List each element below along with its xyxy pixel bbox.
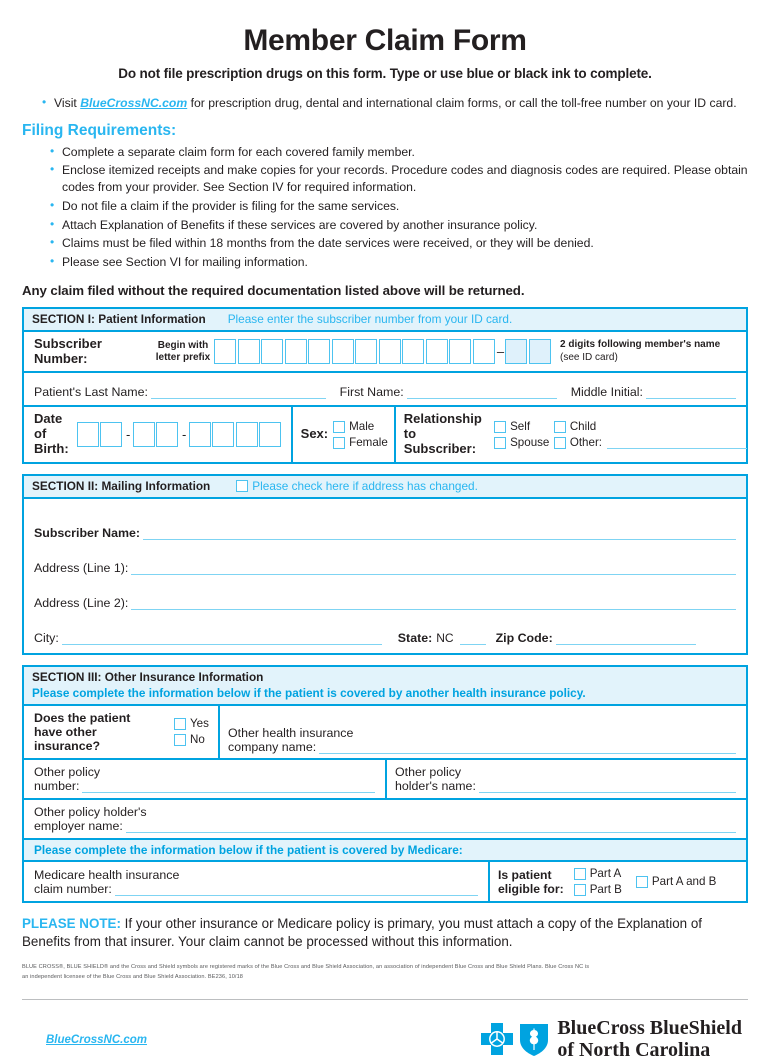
- dob-dash-1: -: [125, 427, 131, 443]
- relationship-option-other-label: Other:: [569, 436, 603, 450]
- list-item: • Complete a separate claim form for each covered family member.: [50, 144, 748, 161]
- checkbox-icon[interactable]: [554, 421, 566, 433]
- subscriber-char-4[interactable]: [285, 339, 307, 364]
- dob-month-2[interactable]: [100, 422, 122, 447]
- member-claim-form-page: [0, 24, 770, 1061]
- relationship-option-other[interactable]: [554, 436, 747, 449]
- address-line1-row: [24, 540, 746, 575]
- checkbox-icon[interactable]: [236, 480, 248, 492]
- employer-name-row: [24, 800, 746, 840]
- address-line2-label: Address (Line 2):: [34, 596, 129, 611]
- city-state-zip-row: [24, 610, 746, 645]
- list-item: • Enclose itemized receipts and make copies for your records. Procedure codes and diagnosis codes are required. Please obtain codes from your provider. See Section IV for required information.: [50, 162, 748, 196]
- employer-name-input[interactable]: [126, 820, 736, 833]
- legal-disclaimer: [22, 963, 748, 983]
- filing-requirements-list: [22, 144, 748, 271]
- policy-number-line2: number:: [34, 779, 80, 794]
- intro-bullet: [42, 95, 748, 112]
- section-2-mailing-information: [22, 474, 748, 655]
- has-other-line2: have other insurance?: [34, 724, 101, 754]
- section-1-header: [24, 309, 746, 332]
- medicare-eligibility-field: [488, 862, 746, 901]
- relationship-label-line2: to Subscriber:: [403, 426, 477, 457]
- medicare-claim-line1: Medicare health insurance: [34, 868, 180, 883]
- address-line1-input[interactable]: [131, 562, 736, 575]
- state-input[interactable]: [460, 632, 486, 645]
- documentation-warning: Any claim filed without the required documentation listed above will be returned.: [22, 282, 525, 298]
- sex-option-male-label: Male: [349, 420, 375, 434]
- checkbox-icon[interactable]: [333, 421, 345, 433]
- first-name-label: First Name:: [339, 385, 404, 400]
- logo-line-2: of North Carolina: [557, 1038, 711, 1061]
- suffix-note-bold: 2 digits following member's name: [560, 339, 721, 351]
- section-3-header: [24, 667, 746, 705]
- logo-line-1: BlueCross BlueShield: [557, 1017, 742, 1040]
- city-label: City:: [34, 631, 59, 646]
- mailing-fields: [24, 499, 746, 653]
- address-changed-option[interactable]: [236, 479, 478, 493]
- subscriber-name-row: [24, 505, 746, 540]
- subscriber-suffix-2[interactable]: [529, 339, 551, 364]
- subscriber-char-7[interactable]: [355, 339, 377, 364]
- section-2-title: SECTION II: Mailing Information: [32, 479, 211, 494]
- page-footer: [22, 1018, 748, 1061]
- other-company-line1: Other health insurance: [228, 726, 354, 741]
- relationship-field: [394, 407, 755, 462]
- employer-line1: Other policy holder's: [34, 805, 147, 820]
- dob-year-4[interactable]: [259, 422, 281, 447]
- subscriber-label-line1: Subscriber: [34, 335, 102, 351]
- relationship-option-spouse[interactable]: [494, 436, 554, 449]
- dob-year-2[interactable]: [212, 422, 234, 447]
- eligible-label-line2: eligible for:: [498, 881, 564, 896]
- first-name-input[interactable]: [407, 386, 557, 399]
- medicare-part-a[interactable]: [574, 867, 622, 880]
- dob-sex-relationship-row: [24, 407, 746, 462]
- other-company-line2: company name:: [228, 740, 317, 755]
- patient-name-row: [24, 373, 746, 407]
- state-value: NC: [436, 631, 454, 646]
- checkbox-icon[interactable]: [174, 718, 186, 730]
- relationship-option-child-label: Child: [569, 420, 597, 434]
- list-item: • Claims must be filed within 18 months from the date services were received, or they will be denied.: [50, 235, 748, 252]
- relationship-label-line1: Relationship: [403, 411, 482, 427]
- sex-option-female[interactable]: [333, 436, 388, 449]
- other-company-name-input[interactable]: [319, 741, 736, 754]
- subscriber-name-input[interactable]: [143, 527, 736, 540]
- dob-year-1[interactable]: [189, 422, 211, 447]
- intro-suffix: for prescription drug, dental and international claim forms, or call the toll-free number on your ID card.: [187, 96, 737, 110]
- checkbox-icon[interactable]: [333, 437, 345, 449]
- subscriber-label-line2: Number:: [34, 350, 88, 366]
- zip-label: Zip Code:: [495, 631, 553, 646]
- list-item: • Attach Explanation of Benefits if these services are covered by another insurance policy.: [50, 217, 748, 234]
- name-fields: [24, 373, 746, 405]
- policy-holder-line2: holder's name:: [395, 779, 476, 794]
- other-insurance-yes[interactable]: [174, 717, 209, 730]
- begin-with-line2: letter prefix: [155, 351, 211, 363]
- subscriber-char-3[interactable]: [261, 339, 283, 364]
- address-line2-row: [24, 575, 746, 610]
- checkbox-icon[interactable]: [574, 868, 586, 880]
- other-policy-number-field: [24, 760, 385, 798]
- checkbox-icon[interactable]: [636, 876, 648, 888]
- subscriber-char-9[interactable]: [402, 339, 424, 364]
- bluecrossnc-link[interactable]: BlueCrossNC.com: [80, 96, 188, 110]
- has-other-insurance-label: [24, 706, 174, 759]
- subscriber-char-5[interactable]: [308, 339, 330, 364]
- suffix-note-rest: (see ID card): [560, 351, 618, 363]
- other-insurance-yes-label: Yes: [190, 717, 209, 731]
- footer-bluecrossnc-link[interactable]: BlueCrossNC.com: [46, 1033, 147, 1046]
- other-policy-holder-input[interactable]: [479, 780, 736, 793]
- other-insurance-no-label: No: [190, 733, 205, 747]
- section-3-title: SECTION III: Other Insurance Information: [32, 670, 264, 685]
- address-line1-label: Address (Line 1):: [34, 561, 129, 576]
- dob-dash-2: -: [181, 427, 187, 443]
- section-2-header: [24, 476, 746, 499]
- footer-divider: [22, 999, 748, 1000]
- subscriber-number-boxes[interactable]: [214, 333, 552, 370]
- please-note-block: [22, 915, 748, 951]
- subscriber-char-1[interactable]: [214, 339, 236, 364]
- has-other-insurance-row: [24, 706, 746, 761]
- dob-label: [24, 407, 77, 462]
- subscriber-char-11[interactable]: [449, 339, 471, 364]
- section-3-note: Please complete the information below if the patient is covered by another health insurance policy.: [32, 685, 586, 700]
- city-input[interactable]: [62, 632, 382, 645]
- last-name-label: Patient's Last Name:: [34, 385, 148, 400]
- list-item: • Do not file a claim if the provider is filing for the same services.: [50, 198, 748, 215]
- medicare-note-row: [24, 840, 746, 862]
- dob-day-2[interactable]: [156, 422, 178, 447]
- policy-number-line1: Other policy: [34, 765, 101, 780]
- policy-holder-line1: Other policy: [395, 765, 462, 780]
- legal-line-1: BLUE CROSS®, BLUE SHIELD® and the Cross and Shield symbols are registered marks of the Blue Cross and Blue Shield Association, an association of independent Blue Cross and Blue Shield Plans. Blue Cross NC is: [22, 964, 590, 971]
- medicare-claim-number-input[interactable]: [115, 883, 478, 896]
- section-1-title: SECTION I: Patient Information: [32, 311, 206, 326]
- zip-input[interactable]: [556, 632, 696, 645]
- checkbox-icon[interactable]: [494, 437, 506, 449]
- sex-label: Sex:: [300, 426, 329, 442]
- subscriber-number-label: [24, 332, 152, 372]
- dob-boxes[interactable]: [77, 407, 291, 462]
- section-3-other-insurance-information: [22, 665, 748, 903]
- legal-line-2: an independent licensee of the Blue Cross and Blue Shield Association. BE236, 10/18: [22, 974, 244, 981]
- middle-initial-label: Middle Initial:: [570, 385, 643, 400]
- logo-wordmark: [557, 1018, 742, 1061]
- medicare-part-b[interactable]: [574, 883, 622, 896]
- blue-cross-icon: [480, 1022, 514, 1058]
- please-note-label: PLEASE NOTE:: [22, 916, 121, 932]
- intro-prefix: Visit: [54, 96, 81, 110]
- begin-with-letter-prefix-hint: [152, 340, 214, 363]
- employer-line2: employer name:: [34, 819, 123, 834]
- sex-option-female-label: Female: [349, 436, 388, 450]
- sex-option-male[interactable]: [333, 420, 388, 433]
- eligible-label-line1: Is patient: [498, 867, 552, 882]
- policy-number-holder-row: [24, 760, 746, 800]
- address-line2-input[interactable]: [131, 597, 736, 610]
- medicare-claim-line2: claim number:: [34, 882, 112, 897]
- other-insurance-no[interactable]: [174, 733, 209, 746]
- medicare-part-b-label: Part B: [589, 883, 622, 897]
- relationship-other-input[interactable]: [607, 436, 747, 449]
- checkbox-icon[interactable]: [494, 421, 506, 433]
- checkbox-icon[interactable]: [174, 734, 186, 746]
- relationship-option-child[interactable]: [554, 420, 747, 433]
- subscriber-number-row: [24, 332, 746, 374]
- subscriber-suffix-1[interactable]: [505, 339, 527, 364]
- has-other-line1: Does the patient: [34, 710, 131, 725]
- medicare-note: [24, 840, 746, 860]
- please-note-text: If your other insurance or Medicare policy is primary, you must attach a copy of the Explanation of Benefits from that insurer. Your claim cannot be processed without this information.: [22, 916, 702, 950]
- section-1-patient-information: [22, 307, 748, 464]
- employer-name-field: [24, 800, 746, 838]
- has-other-insurance-options: [174, 706, 218, 759]
- medicare-claim-row: [24, 862, 746, 901]
- middle-initial-input[interactable]: [646, 386, 736, 399]
- subscriber-char-6[interactable]: [332, 339, 354, 364]
- dob-label-line2: of Birth:: [34, 426, 69, 457]
- subscriber-char-12[interactable]: [473, 339, 495, 364]
- begin-with-line1: Begin with: [157, 340, 209, 352]
- other-policy-number-input[interactable]: [82, 780, 375, 793]
- list-item: • Please see Section VI for mailing information.: [50, 254, 748, 271]
- last-name-input[interactable]: [151, 386, 326, 399]
- subscriber-char-2[interactable]: [238, 339, 260, 364]
- dob-day-1[interactable]: [133, 422, 155, 447]
- state-label: State:: [397, 631, 433, 646]
- page-subtitle: Do not file prescription drugs on this form. Type or use blue or black ink to complete.: [118, 66, 652, 81]
- other-company-name-field: [218, 706, 746, 759]
- checkbox-icon[interactable]: [554, 437, 566, 449]
- relationship-option-spouse-label: Spouse: [510, 436, 550, 450]
- dob-label-line1: Date: [34, 411, 63, 427]
- other-policy-holder-field: [385, 760, 746, 798]
- bluecross-blueshield-logo: [480, 1018, 742, 1061]
- dob-month-1[interactable]: [77, 422, 99, 447]
- medicare-claim-number-field: [24, 862, 488, 901]
- blue-shield-icon: [519, 1022, 549, 1058]
- medicare-part-a-and-b[interactable]: [636, 875, 716, 888]
- medicare-part-a-label: Part A: [589, 867, 622, 881]
- dob-year-3[interactable]: [236, 422, 258, 447]
- subscriber-name-label: Subscriber Name:: [34, 526, 141, 541]
- relationship-option-self[interactable]: [494, 420, 554, 433]
- subscriber-dash-separator: –: [496, 344, 505, 360]
- medicare-part-a-and-b-label: Part A and B: [651, 875, 717, 889]
- relationship-option-self-label: Self: [510, 420, 531, 434]
- section-1-note: Please enter the subscriber number from your ID card.: [227, 311, 513, 326]
- intro-block: [22, 95, 748, 112]
- sex-field: [291, 407, 394, 462]
- section-2-note: Please check here if address has changed.: [252, 479, 478, 494]
- subscriber-char-10[interactable]: [426, 339, 448, 364]
- page-title: Member Claim Form: [243, 24, 527, 57]
- subscriber-char-8[interactable]: [379, 339, 401, 364]
- checkbox-icon[interactable]: [574, 884, 586, 896]
- subscriber-suffix-hint: [552, 334, 746, 369]
- filing-requirements-heading: Filing Requirements:: [22, 121, 177, 139]
- medicare-note-text: Please complete the information below if the patient is covered by Medicare:: [34, 843, 463, 858]
